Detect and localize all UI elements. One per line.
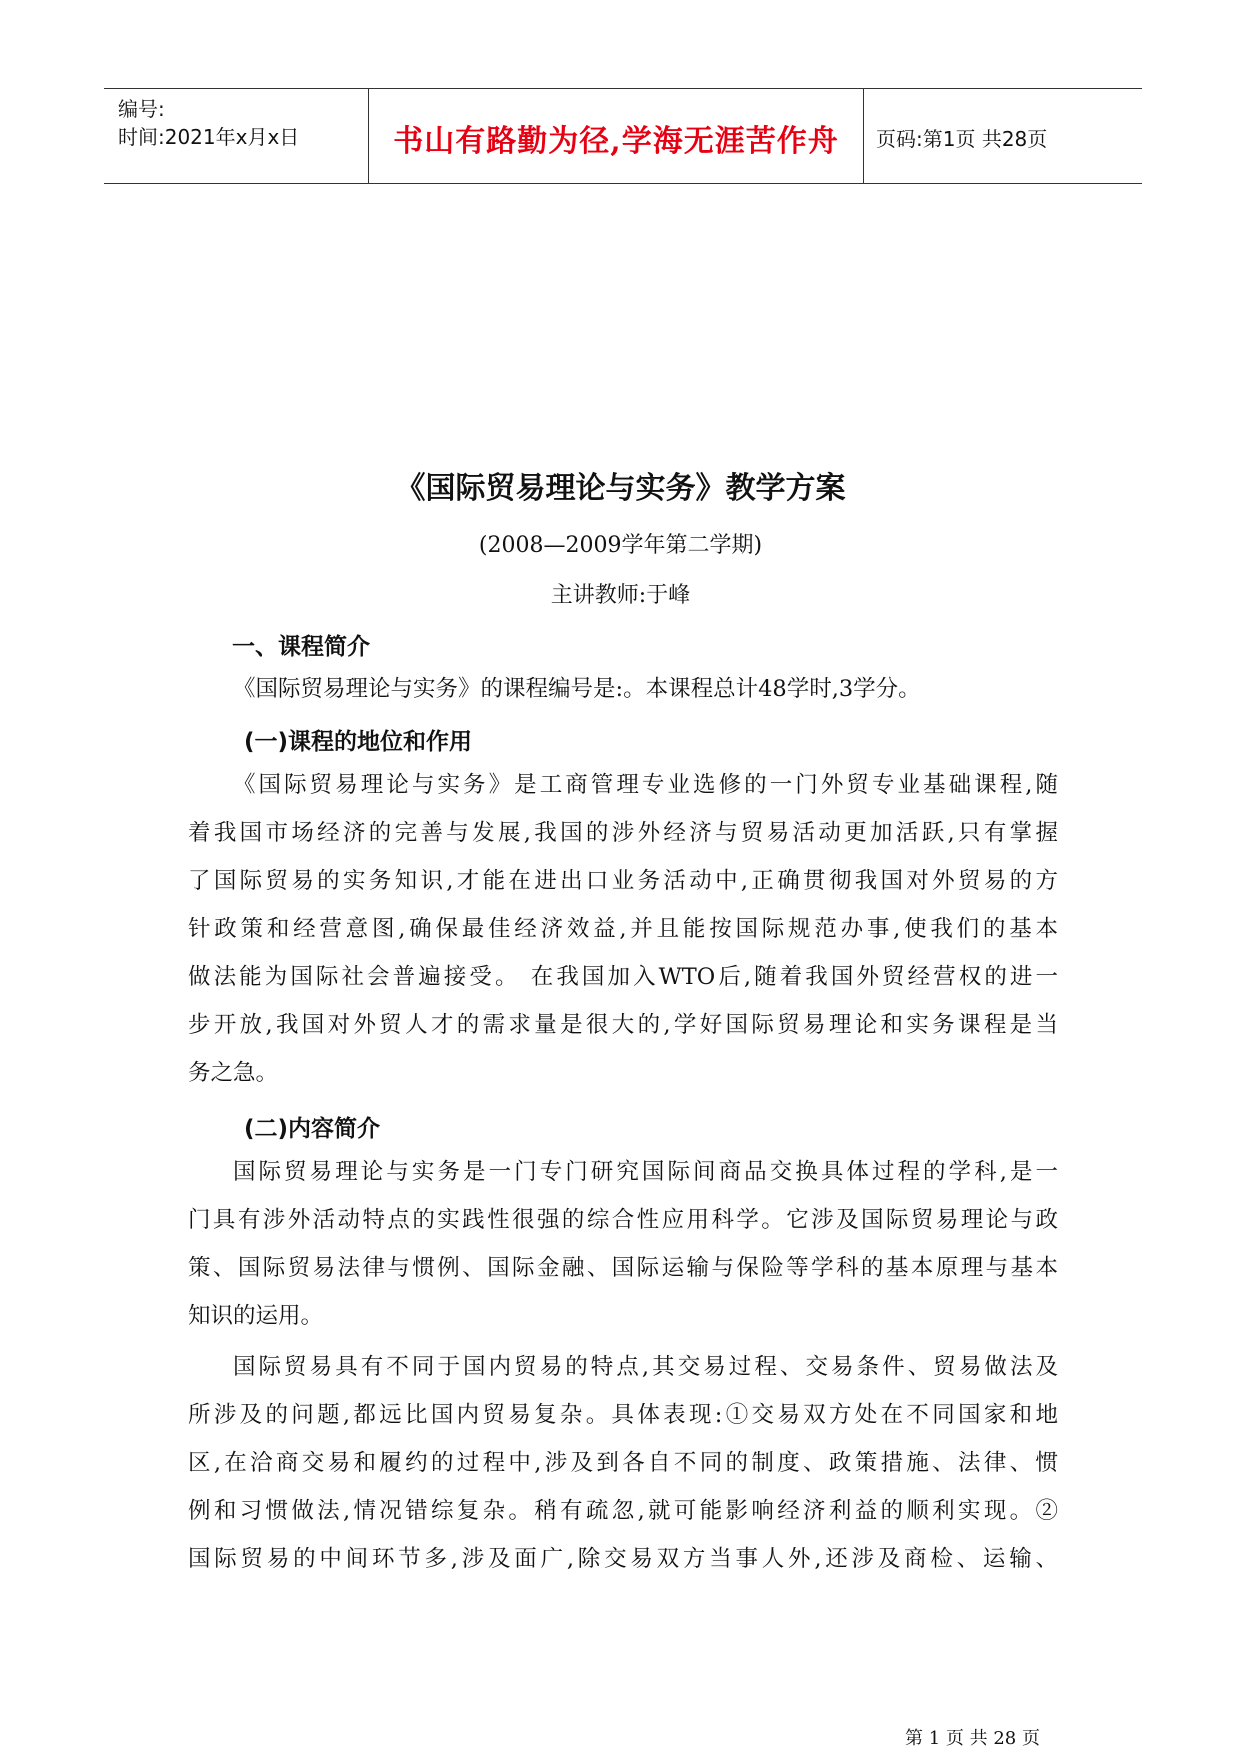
paragraph-line: 所涉及的问题,都远比国内贸易复杂。具体表现:①交易双方处在不同国家和地	[188, 1402, 1058, 1428]
header-motto-cell	[368, 89, 864, 183]
page-header	[104, 88, 1142, 184]
paragraph-line: 例和习惯做法,情况错综复杂。稍有疏忽,就可能影响经济利益的顺利实现。②	[188, 1498, 1058, 1524]
header-left-cell	[104, 89, 368, 183]
paragraph-line: 国际贸易理论与实务是一门专门研究国际间商品交换具体过程的学科,是一	[233, 1159, 1058, 1185]
content-intro-paragraph-2	[188, 1343, 1058, 1583]
paragraph-line: 务之急。	[188, 1060, 279, 1086]
header-right-cell	[864, 89, 1142, 183]
content-intro-paragraph-1	[188, 1148, 1058, 1340]
section-heading-position-role: (一)课程的地位和作用	[244, 729, 473, 755]
paragraph-line: 了国际贸易的实务知识,才能在进出口业务活动中,正确贯彻我国对外贸易的方	[188, 868, 1058, 894]
paragraph-line: 步开放,我国对外贸人才的需求量是很大的,学好国际贸易理论和实务课程是当	[188, 1012, 1058, 1038]
teacher-line: 主讲教师:于峰	[550, 583, 691, 608]
section-heading-content-intro: (二)内容简介	[244, 1116, 381, 1142]
paragraph-line: 针政策和经营意图,确保最佳经济效益,并且能按国际规范办事,使我们的基本	[188, 916, 1058, 942]
term-line: (2008—2009学年第二学期)	[478, 533, 763, 558]
paragraph-line: 策、国际贸易法律与惯例、国际金融、国际运输与保险等学科的基本原理与基本	[188, 1255, 1058, 1281]
number-label: 编号:	[118, 97, 165, 121]
paragraph-line: 区,在洽商交易和履约的过程中,涉及到各自不同的制度、政策措施、法律、惯	[188, 1450, 1058, 1476]
paragraph-line: 国际贸易的中间环节多,涉及面广,除交易双方当事人外,还涉及商检、运输、	[188, 1546, 1058, 1572]
time-label: 时间:2021年x月x日	[118, 125, 300, 149]
document-title: 《国际贸易理论与实务》教学方案	[395, 471, 846, 506]
paragraph-line: 门具有涉外活动特点的实践性很强的综合性应用科学。它涉及国际贸易理论与政	[188, 1207, 1058, 1233]
paragraph-line: 国际贸易具有不同于国内贸易的特点,其交易过程、交易条件、贸易做法及	[233, 1354, 1058, 1380]
paragraph-line: 知识的运用。	[188, 1303, 324, 1329]
section-heading-course-intro: 一、课程简介	[232, 634, 370, 660]
course-intro-paragraph	[188, 665, 1058, 713]
paragraph-line: 《国际贸易理论与实务》是工商管理专业选修的一门外贸专业基础课程,随	[233, 772, 1058, 798]
position-role-paragraph	[188, 761, 1058, 1097]
paragraph-line: 着我国市场经济的完善与发展,我国的涉外经济与贸易活动更加活跃,只有掌握	[188, 820, 1058, 846]
paragraph-line: 《国际贸易理论与实务》的课程编号是:。本课程总计48学时,3学分。	[233, 676, 921, 702]
page-code: 页码:第1页 共28页	[876, 127, 1048, 151]
paragraph-line: 做法能为国际社会普遍接受。 在我国加入WTO后,随着我国外贸经营权的进一	[188, 964, 1058, 990]
page-footer: 第 1 页 共 28 页	[905, 1728, 1040, 1749]
motto: 书山有路勤为径,学海无涯苦作舟	[393, 124, 839, 159]
